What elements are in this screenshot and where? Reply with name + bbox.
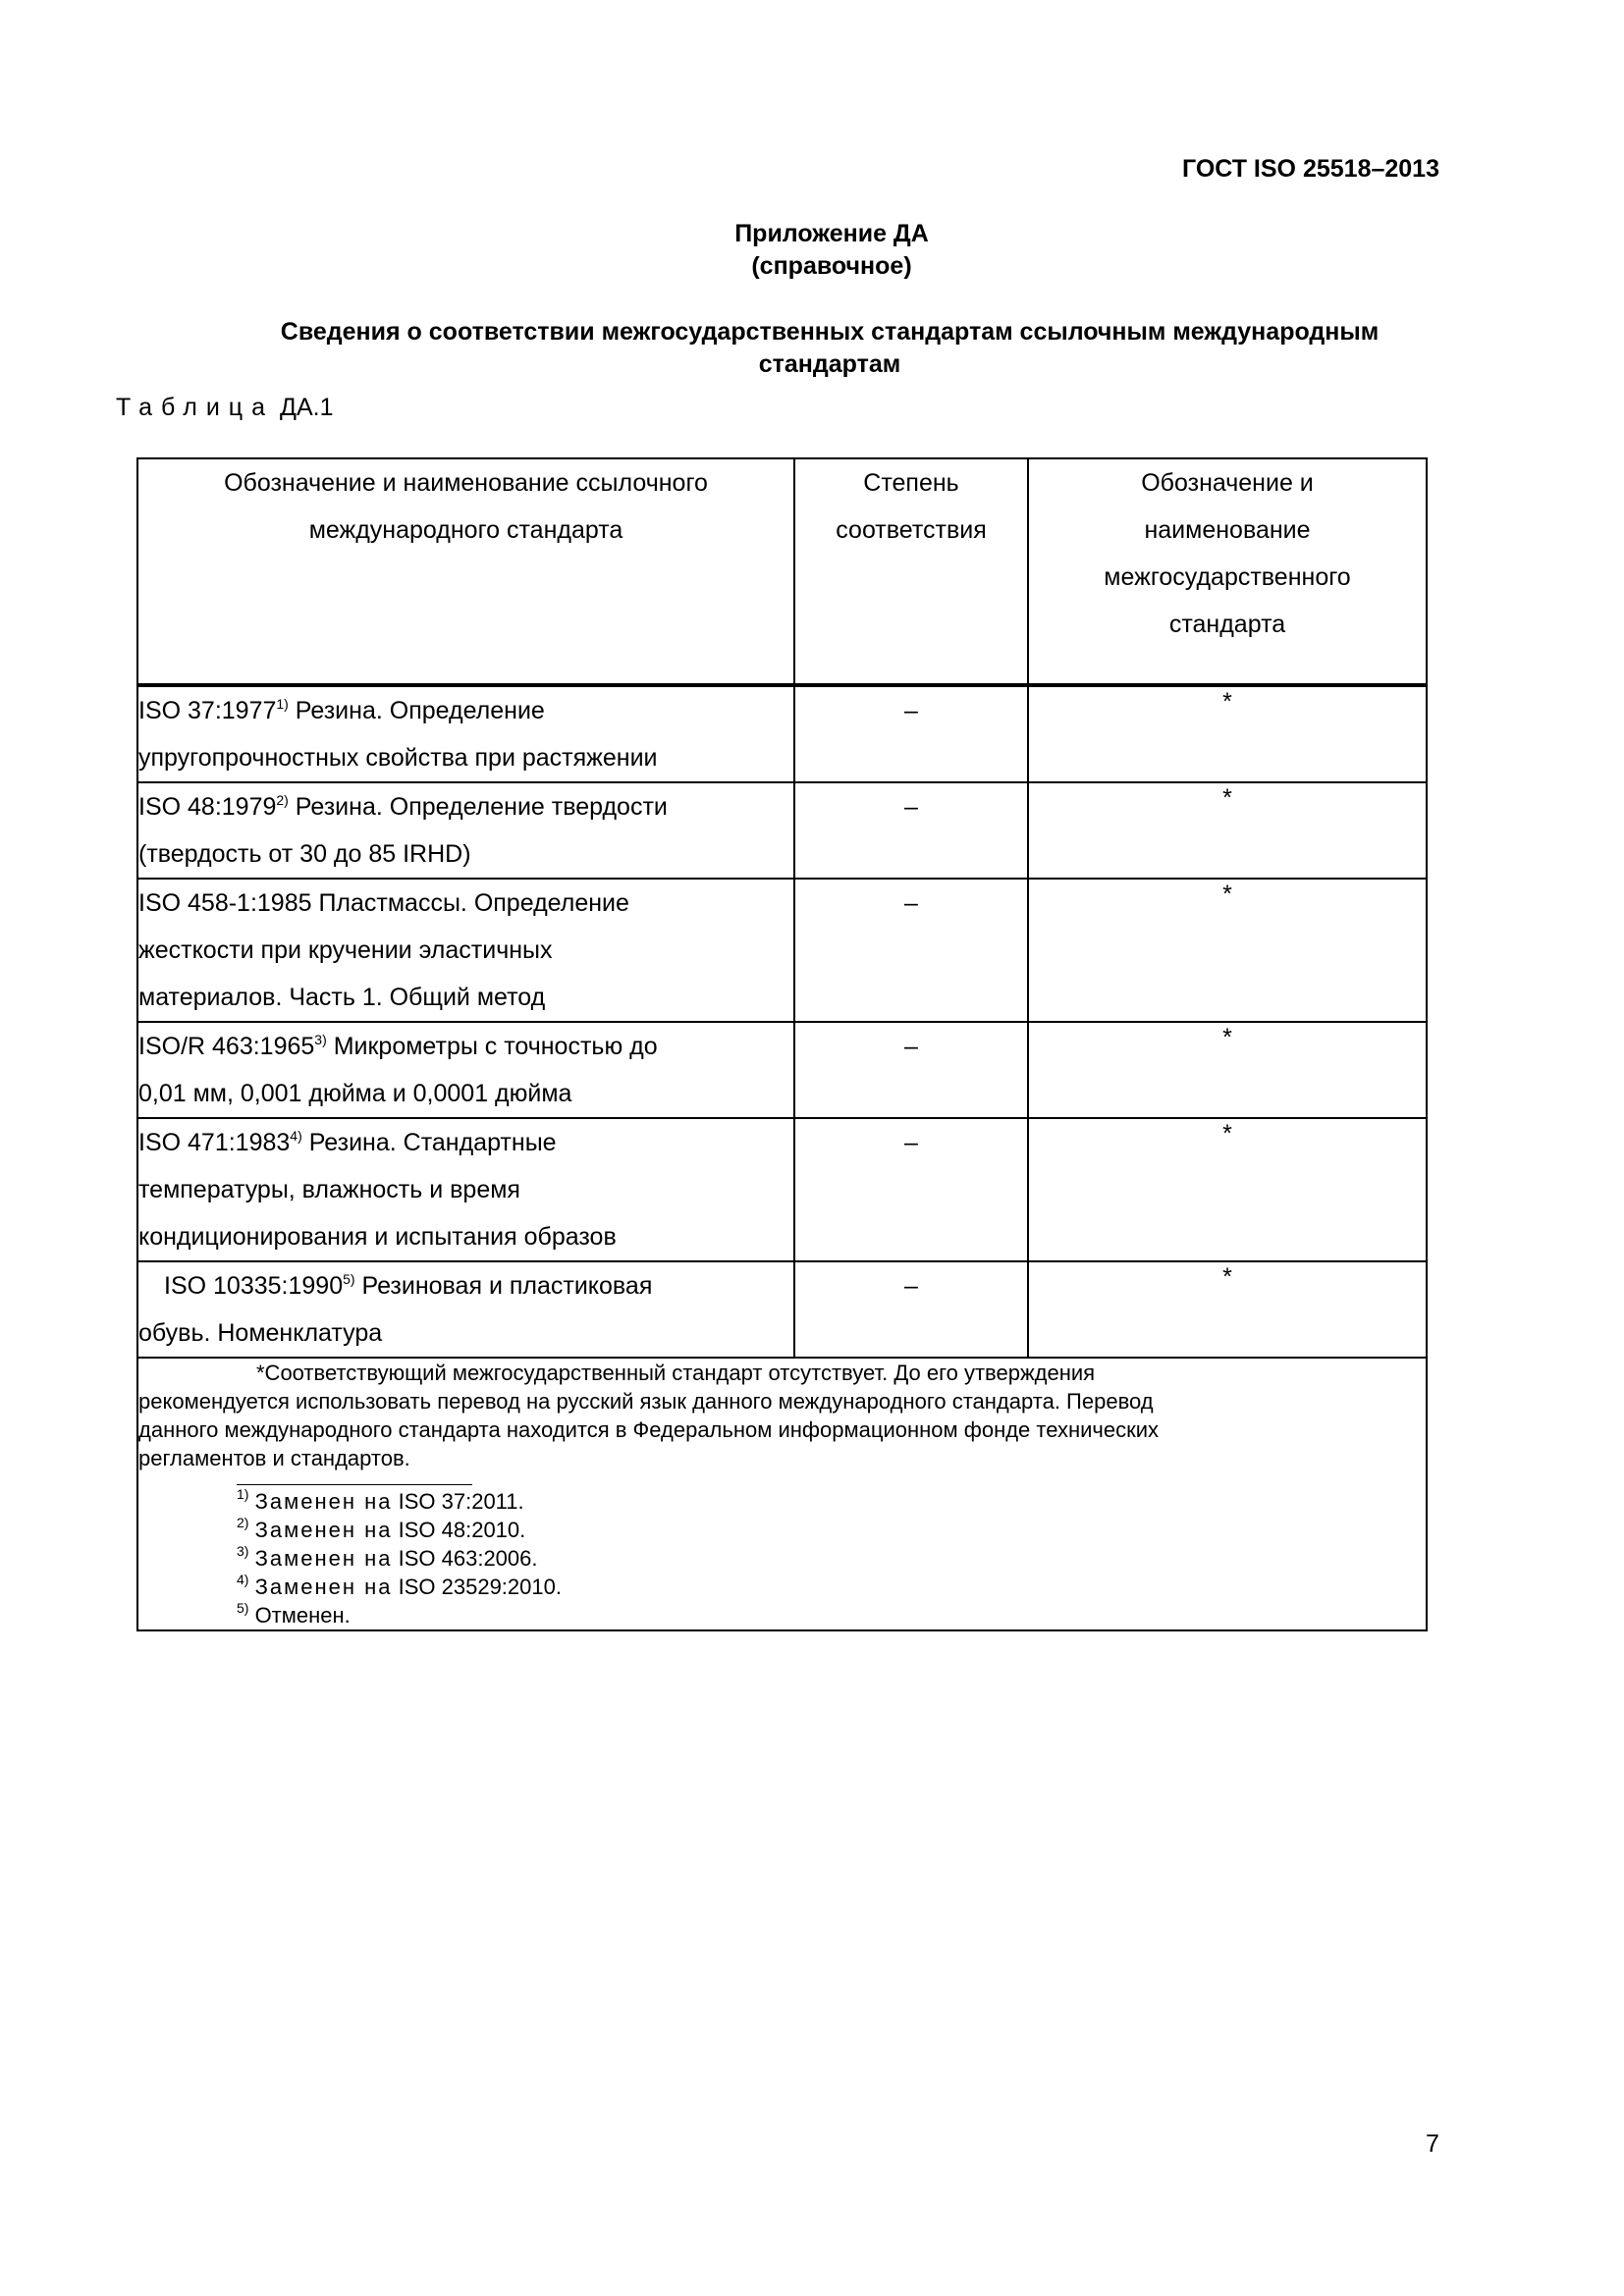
footnote-mark: 1) [237,1486,249,1502]
standard-code: ISO 10335:1990 [164,1272,344,1300]
section-heading-line2: стандартам [758,350,901,378]
standard-line [138,783,793,830]
document-code: ГОСТ ISO 25518–2013 [1182,155,1439,183]
footnote-text: ISO 37:2011. [392,1489,524,1514]
standard-line [138,880,793,927]
standard-line: упругопрочностных свойства при растяжении [138,744,658,772]
footnote-divider [237,1484,472,1485]
degree-cell: – [794,1118,1028,1261]
page-number: 7 [1426,2130,1439,2158]
table-row [137,1022,1427,1118]
standard-cell [137,685,794,782]
footnote-text: ISO 23529:2010. [392,1575,562,1599]
standard-line [138,1023,793,1070]
header-international-standard [137,458,794,685]
header-col3-line3: межгосударственного [1104,563,1351,591]
section-heading [196,316,1463,381]
note-line: рекомендуется использовать перевод на русский язык данного международного стандарта. Перевод [138,1389,1154,1414]
standard-title: Микрометры с точностью до [326,1033,658,1060]
standard-title: Пластмассы. Определение [311,889,629,917]
footnote-item [237,1573,1426,1601]
standard-line: жесткости при кручении эластичных [138,936,553,964]
standard-title: Резина. Определение [288,697,545,724]
standard-line: температуры, влажность и время [138,1176,520,1203]
footnote-mark: 1) [276,696,289,712]
footnote-prefix: Заменен на [254,1575,393,1599]
degree-cell: – [794,782,1028,879]
table-row [137,782,1427,879]
footnote-item [237,1601,1426,1629]
standard-title: Резина. Определение твердости [288,793,668,821]
section-heading-line1: Сведения о соответствии межгосударственных стандартам ссылочным международным [280,318,1380,346]
standard-line: материалов. Часть 1. Общий метод [138,984,546,1011]
interstate-cell: * [1028,1261,1427,1358]
footnote-prefix: Заменен на [254,1546,393,1571]
standard-cell [137,1261,794,1358]
table-note-row [137,1358,1427,1630]
table-row [137,685,1427,782]
table-row [137,879,1427,1022]
table-label-number: ДА.1 [280,394,334,421]
table-row [137,1261,1427,1358]
table-header-row [137,458,1427,685]
interstate-cell: * [1028,1022,1427,1118]
standard-code: ISO/R 463:1965 [138,1033,315,1060]
footnote-item [237,1516,1426,1544]
header-col3-line1: Обозначение и [1141,469,1314,497]
footnote-mark: 3) [314,1032,327,1047]
footnote-mark: 5) [237,1600,249,1616]
standard-line: 0,01 мм, 0,001 дюйма и 0,0001 дюйма [138,1080,572,1107]
interstate-cell: * [1028,879,1427,1022]
degree-cell: – [794,685,1028,782]
standard-cell [137,879,794,1022]
standard-cell [137,782,794,879]
standard-code: ISO 471:1983 [138,1129,291,1156]
degree-cell: – [794,1022,1028,1118]
footnote-text: ISO 48:2010. [392,1518,526,1542]
interstate-cell: * [1028,1118,1427,1261]
header-col1-line2: международного стандарта [308,516,623,544]
interstate-cell: * [1028,782,1427,879]
header-col2-line2: соответствия [836,516,987,544]
standard-code: ISO 48:1979 [138,793,277,821]
header-interstate-standard [1028,458,1427,685]
footnote-prefix: Заменен на [254,1489,393,1514]
footnote-prefix: Заменен на [254,1518,393,1542]
table-note [137,1358,1427,1630]
header-col1-line1: Обозначение и наименование ссылочного [224,469,708,497]
standard-line [138,1119,793,1166]
footnote-mark: 2) [276,792,289,808]
appendix-heading [0,218,1624,283]
standard-title: Резиновая и пластиковая [354,1272,653,1300]
footnote-mark: 2) [237,1515,249,1530]
note-line: данного международного стандарта находится в Федеральном информационном фонде технических [138,1417,1160,1442]
footnote-mark: 4) [237,1572,249,1587]
standard-line [138,1262,793,1309]
standard-cell [137,1118,794,1261]
table-label-prefix: Таблица [116,394,275,421]
header-col3-line4: стандарта [1168,611,1286,638]
footnote-list [237,1487,1426,1629]
appendix-title: Приложение ДА [734,220,929,247]
footnote-mark: 4) [290,1128,302,1144]
header-col2-line1: Степень [863,469,959,497]
standard-line: обувь. Номенклатура [138,1319,383,1347]
footnote-mark: 3) [237,1543,249,1559]
standard-title: Резина. Стандартные [301,1129,557,1156]
standard-code: ISO 458-1:1985 [138,889,312,917]
standard-code: ISO 37:1977 [138,697,277,724]
degree-cell: – [794,1261,1028,1358]
footnote-item [237,1544,1426,1573]
appendix-subtitle: (справочное) [751,252,912,280]
interstate-cell: * [1028,685,1427,782]
standard-line [138,687,793,734]
note-line: регламентов и стандартов. [138,1446,410,1470]
standard-line: (твердость от 30 до 85 IRHD) [138,840,471,868]
footnote-text: ISO 463:2006. [392,1546,538,1571]
standard-cell [137,1022,794,1118]
note-line: *Соответствующий межгосударственный стандарт отсутствует. До его утверждения [256,1361,1096,1385]
footnote-mark: 5) [343,1271,355,1287]
reference-standards-table [136,457,1428,1631]
footnote-text: Отменен. [248,1603,351,1628]
standard-line: кондиционирования и испытания образов [138,1223,617,1251]
header-degree [794,458,1028,685]
footnote-item [237,1487,1426,1516]
degree-cell: – [794,879,1028,1022]
header-col3-line2: наименование [1144,516,1311,544]
table-row [137,1118,1427,1261]
table-label [116,394,334,422]
